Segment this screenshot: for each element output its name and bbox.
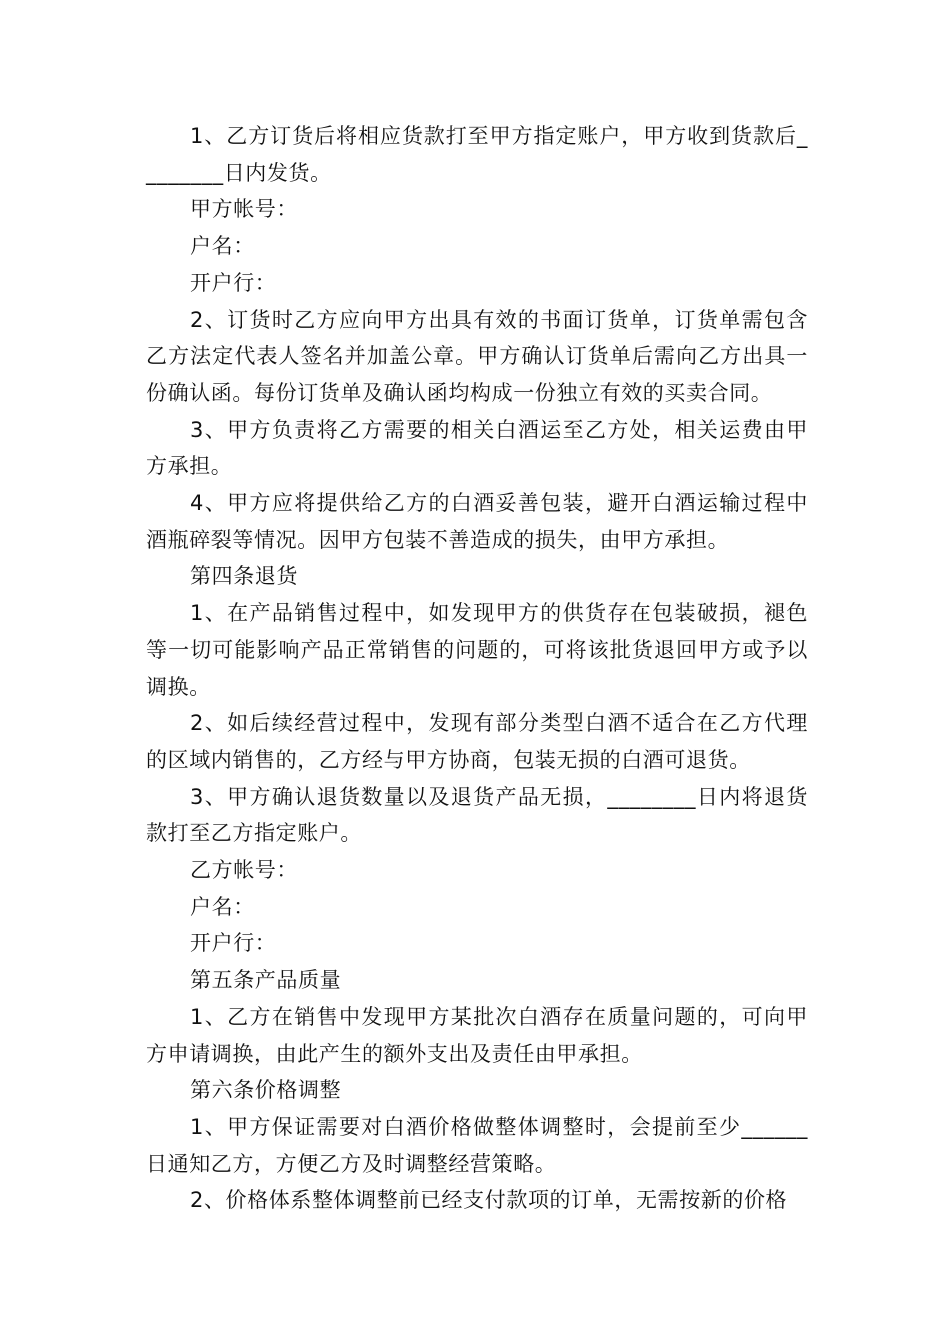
returns-clause-1: 1、在产品销售过程中，如发现甲方的供货存在包装破损，褪色等一切可能影响产品正常销售的问题的，可将该批货退回甲方或予以调换。 (146, 601, 808, 699)
party-a-account-name-label: 户名： (190, 234, 255, 259)
returns-clause-3: 3、甲方确认退货数量以及退货产品无损，________日内将退货款打至乙方指定账户。 (146, 784, 808, 846)
party-a-bank-label: 开户行： (190, 270, 277, 295)
returns-clause-2: 2、如后续经营过程中，发现有部分类型白酒不适合在乙方代理的区域内销售的，乙方经与甲方协商，包装无损的白酒可退货。 (146, 711, 808, 772)
clause-1-payment-delivery: 1、乙方订货后将相应货款打至甲方指定账户，甲方收到货款后________日内发货。 (146, 124, 808, 185)
section-4-heading-returns: 第四条退货 (190, 564, 298, 589)
party-b-account-label: 乙方帐号： (190, 858, 298, 883)
price-clause-2: 2、价格体系整体调整前已经支付款项的订单，无需按新的价格 (190, 1188, 788, 1213)
section-5-heading-quality: 第五条产品质量 (190, 968, 342, 993)
clause-2-order-form: 2、订货时乙方应向甲方出具有效的书面订货单，订货单需包含乙方法定代表人签名并加盖公章。甲方确认订货单后需向乙方出具一份确认函。每份订货单及确认函均构成一份独立有效的买卖合同。 (146, 307, 808, 405)
clause-3-transport: 3、甲方负责将乙方需要的相关白酒运至乙方处，相关运费由甲方承担。 (146, 417, 808, 479)
section-6-heading-price: 第六条价格调整 (190, 1078, 342, 1103)
document-body (146, 118, 808, 1219)
party-b-account-name-label: 户名： (190, 894, 255, 919)
quality-clause-1: 1、乙方在销售中发现甲方某批次白酒存在质量问题的，可向甲方申请调换，由此产生的额外支出及责任由甲承担。 (146, 1004, 808, 1066)
price-clause-1: 1、甲方保证需要对白酒价格做整体调整时，会提前至少______日通知乙方，方便乙方及时调整经营策略。 (146, 1114, 808, 1176)
party-a-account-label: 甲方帐号： (190, 197, 298, 222)
party-b-bank-label: 开户行： (190, 931, 277, 956)
clause-4-packaging: 4、甲方应将提供给乙方的白酒妥善包装，避开白酒运输过程中酒瓶碎裂等情况。因甲方包装不善造成的损失，由甲方承担。 (146, 491, 808, 552)
